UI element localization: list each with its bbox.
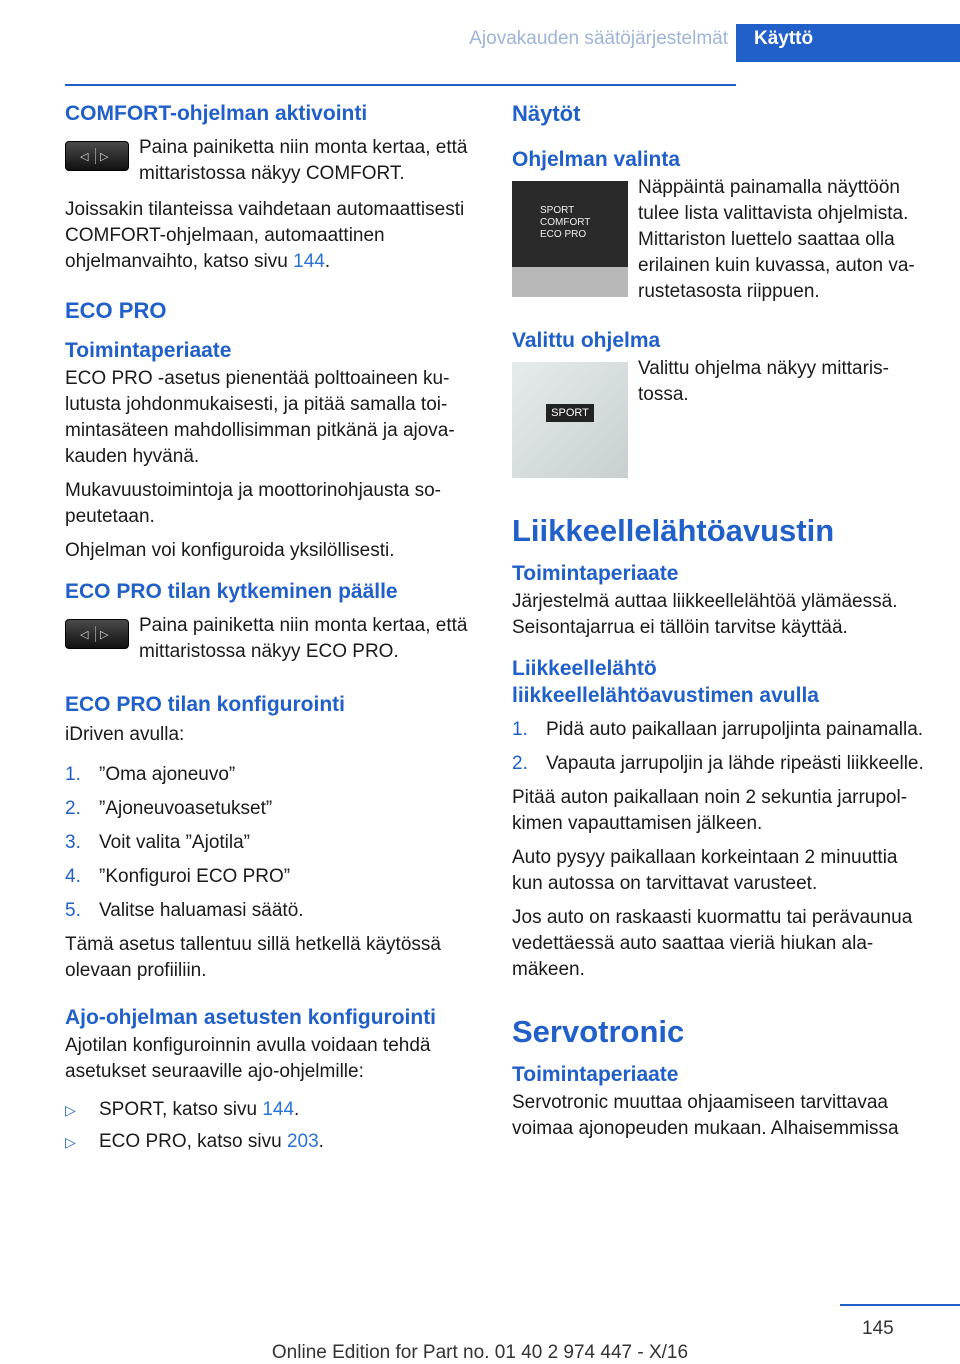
switch-on-instruction [65,613,475,665]
edition-footer: Online Edition for Part no. 01 40 2 974 447 - X/16 [271,1342,689,1363]
bullet-triangle-icon: ▷ [65,1134,76,1150]
program-select-heading: Ohjelman valinta [512,148,681,171]
page-number: 145 [862,1318,894,1339]
list-item: 3. Voit valita ”Ajotila” [65,832,251,853]
switch-on-heading: ECO PRO tilan kytkeminen päälle [65,580,398,603]
header-chapter-tab[interactable]: Käyttö [736,24,960,62]
selected-program-text: Valittu ohjelma näkyy mittaristossa. [638,358,889,405]
config-intro: iDriven avulla: [65,724,185,745]
program-select-text: Näppäintä painamalla näyttöön tulee lista valittavista ohjelmista. Mittariston luettelo saattaa olla erilainen kuin kuvassa, auton varustetasosta riippuen. [638,177,915,302]
drive-program-list [65,1097,475,1155]
drive-config-heading: Ajo-ohjelman asetusten konfigurointi [65,1006,437,1029]
start-assist-paragraph-1: Järjestelmä auttaa liikkeellelähtöä ylämäessä. Seisontajarrua ei tällöin tarvitse käyttää. [512,591,898,638]
start-assist-principle-heading: Toimintaperiaate [512,562,679,585]
displays-heading: Näytöt [512,101,581,126]
principle-heading: Toimintaperiaate [65,339,232,362]
page-header [0,24,960,62]
start-assist-paragraph-3: Auto pysyy paikallaan korkeintaan 2 minuuttia kun autossa on tarvittavat varusteet. [512,847,898,894]
selected-program-block [512,356,927,478]
principle-paragraph-1: ECO PRO -asetus pienentää polttoaineen kulutusta johdonmukaisesti, ja pitää samalla toimintasäteen mahdollisimman pitkänä ja ajovakauden hyvänä. [65,368,455,467]
list-item: 1. ”Oma ajoneuvo” [65,764,236,785]
page-link-203[interactable]: 203 [286,1131,319,1152]
page-link-144[interactable]: 144 [262,1099,295,1120]
servotronic-heading: Servotronic [512,1014,685,1049]
right-column [512,100,927,1150]
list-item: 4. ”Konfiguroi ECO PRO” [65,866,291,887]
comfort-heading: COMFORT-ohjelman aktivointi [65,102,368,125]
program-list-display-image: SPORT COMFORT ECO PRO [512,181,628,297]
principle-paragraph-2: Mukavuustoimintoja ja moottorinohjausta sopeutetaan. [65,480,441,527]
ecopro-heading: ECO PRO [65,298,167,323]
selected-program-display-image: SPORT [512,362,628,478]
start-assist-paragraph-4: Jos auto on raskaasti kuormattu tai perävaunua vedettäessä auto saattaa vieriä hiukan alamäkeen. [512,907,913,980]
header-rule [65,84,736,86]
list-item: ▷ SPORT, katso sivu 144. [65,1097,475,1123]
list-item: ▷ ECO PRO, katso sivu 203. [65,1129,475,1155]
footer-rule [840,1304,960,1306]
principle-paragraph-3: Ohjelman voi konfiguroida yksilöllisesti. [65,540,395,561]
list-item: 2. Vapauta jarrupoljin ja lähde ripeästi liikkeelle. [512,753,924,774]
page-link-144[interactable]: 144 [293,251,325,272]
header-section-title: Ajovakauden säätöjärjestelmät [469,28,728,49]
config-steps [65,762,475,924]
program-select-block [512,175,927,305]
mode-button-icon: ◁ ▷ [65,619,129,649]
servotronic-principle-heading: Toimintaperiaate [512,1063,679,1086]
comfort-instruction-text: Paina painiketta niin monta kertaa, että mittaristossa näkyy COMFORT. [139,137,468,184]
comfort-paragraph: Joissakin tilanteissa vaihdetaan automaattisesti COMFORT-ohjelmaan, automaattinen ohjelmanvaihto, katso sivu 144. [65,199,465,272]
list-item: 5. Valitse haluamasi säätö. [65,900,304,921]
switch-on-text: Paina painiketta niin monta kertaa, että mittaristossa näkyy ECO PRO. [139,615,468,662]
start-assist-heading: Liikkeellelähtöavustin [512,513,835,548]
comfort-instruction [65,135,475,187]
mode-button-icon: ◁ ▷ [65,141,129,171]
start-assist-steps [512,717,927,777]
start-assist-paragraph-2: Pitää auton paikallaan noin 2 sekuntia jarrupolkimen vapauttamisen jälkeen. [512,787,908,834]
bullet-triangle-icon: ▷ [65,1102,76,1118]
left-column [65,100,475,1161]
list-item: 2. ”Ajoneuvoasetukset” [65,798,273,819]
list-item: 1. Pidä auto paikallaan jarrupoljinta painamalla. [512,719,924,740]
servotronic-paragraph: Servotronic muuttaa ohjaamiseen tarvittavaa voimaa ajonopeuden mukaan. Alhaisemmissa [512,1092,899,1139]
config-heading: ECO PRO tilan konfigurointi [65,693,345,716]
selected-program-heading: Valittu ohjelma [512,329,661,352]
config-note: Tämä asetus tallentuu sillä hetkellä käytössä olevaan profiiliin. [65,934,441,981]
drive-config-text: Ajotilan konfiguroinnin avulla voidaan tehdä asetukset seuraaville ajo-ohjelmille: [65,1035,431,1082]
start-assist-sub-heading: Liikkeellelähtö liikkeellelähtöavustimen avulla [512,657,819,707]
